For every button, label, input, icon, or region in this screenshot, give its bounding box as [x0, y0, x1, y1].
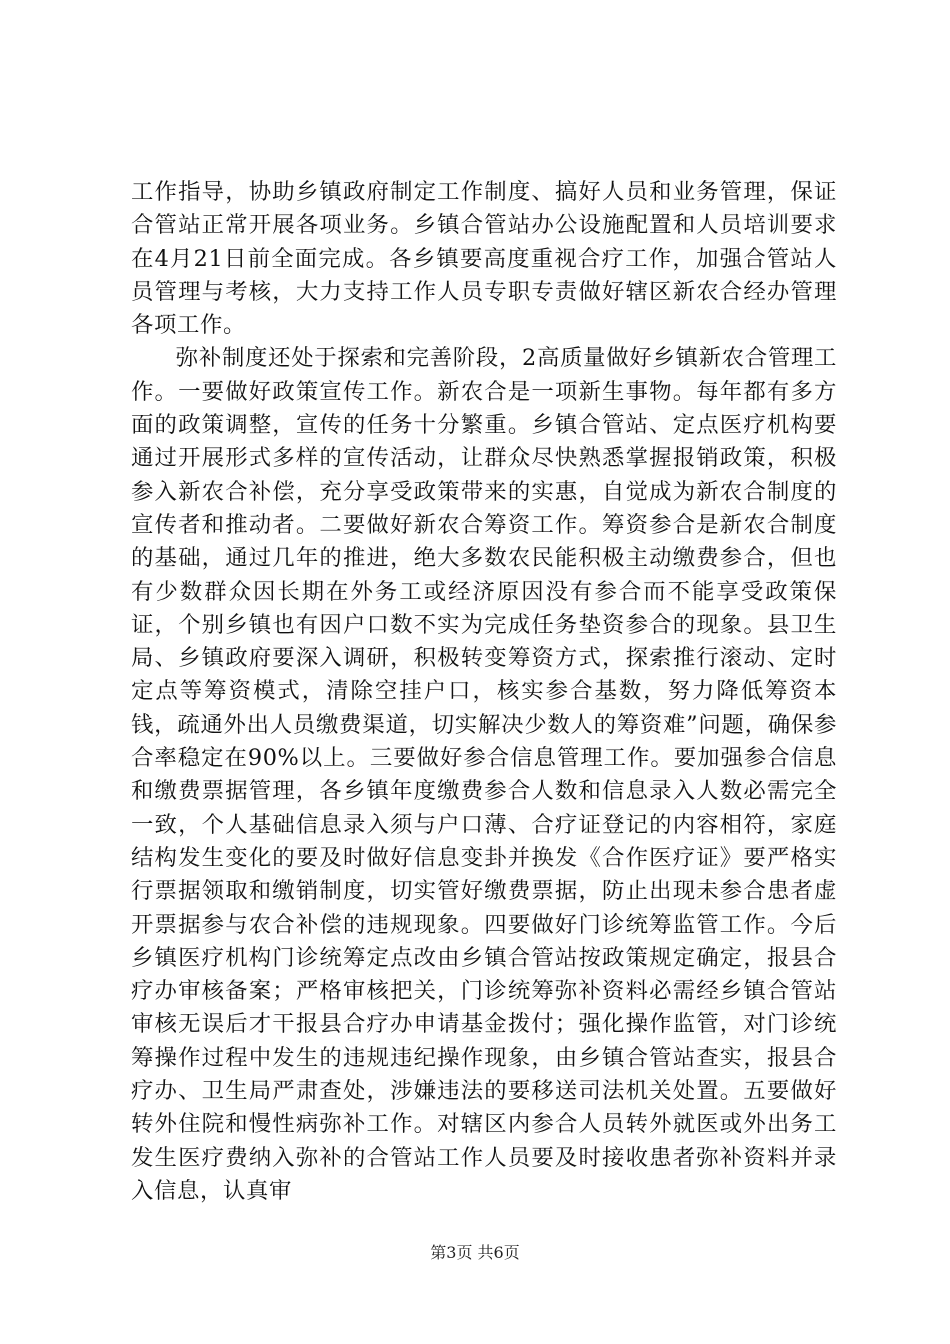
paragraph-1: 工作指导，协助乡镇政府制定工作制度、搞好人员和业务管理，保证合管站正常开展各项业务。乡镇合管站办公设施配置和人员培训要求在4月21日前全面完成。各乡镇要高度重视合疗工作，加强合管站人员管理与考核，大力支持工作人员专职专责做好辖区新农合经办管理各项工作。 [131, 179, 837, 339]
page-footer: 第3页 共6页 [430, 1243, 520, 1262]
paragraph-2: 弥补制度还处于探索和完善阶段，2高质量做好乡镇新农合管理工作。一要做好政策宣传工作。新农合是一项新生事物。每年都有多方面的政策调整，宣传的任务十分繁重。乡镇合管站、定点医疗机构要通过开展形式多样的宣传活动，让群众尽快熟悉掌握报销政策，积极参入新农合补偿，充分享受政策带来的实惠，自觉成为新农合制度的宣传者和推动者。二要做好新农合筹资工作。筹资参合是新农合制度的基础，通过几年的推进，绝大多数农民能积极主动缴费参合，但也有少数群众因长期在外务工或经济原因没有参合而不能享受政策保证，个别乡镇也有因户口数不实为完成任务垫资参合的现象。县卫生局、乡镇政府要深入调研，积极转变筹资方式，探索推行滚动、定时定点等筹资模式，清除空挂户口，核实参合基数，努力降低筹资本钱，疏通外出人员缴费渠道，切实解决少数人的筹资难”问题，确保参合率稳定在90%以上。三要做好参合信息管理工作。要加强参合信息和缴费票据管理，各乡镇年度缴费参合人数和信息录入人数必需完全一致，个人基础信息录入须与户口薄、合疗证登记的内容相符，家庭结构发生变化的要及时做好信息变卦并换发《合作医疗证》要严格实行票据领取和缴销制度，切实管好缴费票据，防止出现未参合患者虚开票据参与农合补偿的违规现象。四要做好门诊统筹监管工作。今后乡镇医疗机构门诊统筹定点改由乡镇合管站按政策规定确定，报县合疗办审核备案；严格审核把关，门诊统筹弥补资料必需经乡镇合管站审核无误后才干报县合疗办申请基金拨付；强化操作监管，对门诊统筹操作过程中发生的违规违纪操作现象，由乡镇合管站查实，报县合疗办、卫生局严肃查处，涉嫌违法的要移送司法机关处置。五要做好转外住院和慢性病弥补工作。对辖区内参合人员转外就医或外出务工发生医疗费纳入弥补的合管站工作人员要及时接收患者弥补资料并录入信息，认真审 [131, 345, 837, 1204]
document-body [131, 176, 837, 1208]
